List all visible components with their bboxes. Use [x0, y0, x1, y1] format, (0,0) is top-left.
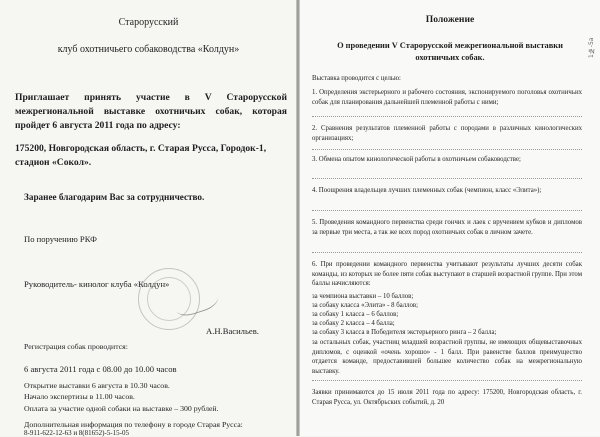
points-item: за чемпиона выставки – 10 баллов;: [312, 293, 414, 300]
contacts-heading: Дополнительная информация по телефону в городе Старая Русса:: [24, 420, 243, 429]
purpose-item-4: 4. Поощрения владельцев лучших племенных собак (чемпион, класс «Элита»);: [312, 187, 542, 194]
separator: [312, 252, 582, 253]
item6-continuation: за остальных собак, участниц младшей возрастной группы, не имеющих общевыставочных дипломов, с оценкой «очень хорошо» - 1 балл. При равенстве баллов преимущество отдается команде, предоставившей большее количество собак на межрегиональную выставку.: [312, 339, 582, 375]
head-label: Руководитель- кинолог клуба «Колдун»: [24, 279, 170, 289]
purpose-item-2: 2. Сравнения результатов племенной работы с породами в различных кинологических организациях;: [312, 125, 582, 142]
event-address: 175200, Новгородская область, г. Старая Русса, Городок-1, стадион «Сокол».: [15, 143, 267, 168]
points-item: за собаку 3 класса в Победителя экстерьерного ринга – 2 балла;: [312, 329, 497, 336]
purpose-item-1: 1. Определения экстерьерного и рабочего состояния, экспонируемого поголовья охотничьих собак для планирования дальнейшей племенной работы с ними;: [312, 89, 582, 106]
separator: [312, 149, 582, 150]
points-item: за собаку 2 класса – 4 балла;: [312, 320, 395, 327]
separator: [312, 178, 582, 179]
points-item: за собаку 1 класса – 6 баллов;: [312, 311, 399, 318]
registration-time: 6 августа 2011 года с 08.00 до 10.00 часов: [24, 364, 177, 374]
thanks-text: Заранее благодарим Вас за сотрудничество.: [24, 192, 205, 202]
regulation-title: Положение: [425, 14, 475, 25]
separator: [312, 210, 582, 211]
contact-phones: 8-911-622-12-63 и 8(81652)-5-15-05: [24, 429, 129, 437]
club-title-line1: Старорусский: [118, 17, 179, 28]
opening-time: Открытие выставки 6 августа в 10.30 часов.: [24, 381, 170, 390]
invitation-text: Приглашает принять участие в V Старорусской межрегиональной выставке охотничьих собак, которая пройдет 6 августа 2011 года по адресу:: [15, 92, 287, 131]
points-item: за собаку класса «Элита» - 8 баллов;: [312, 302, 419, 309]
regulation-subtitle-line1: О проведении V Старорусской межрегиональной выставки: [337, 41, 563, 50]
purpose-item-3: 3. Обмена опытом кинологической работы в охотничьем собаководстве;: [312, 156, 521, 163]
signatory-name: А.Н.Васильев.: [206, 326, 259, 336]
club-title-line2: клуб охотничьего собаководства «Колдун»: [57, 44, 240, 55]
separator: [312, 380, 582, 381]
regulation-subtitle-line2: охотничьих собак.: [415, 53, 485, 62]
participation-fee: Оплата за участие одной собаки на выставке – 300 рублей.: [24, 404, 219, 413]
purpose-item-5: 5. Проведения командного первенства среди гончих и лаек с вручением кубков и дипломов за первые три места, а так же всех пород охотничьих собак в личном зачете.: [312, 219, 582, 236]
margin-handwriting: 1№-5а: [588, 37, 595, 58]
purpose-heading: Выставка проводится с целью:: [312, 75, 401, 82]
rkf-line: По поручению РКФ: [24, 234, 97, 244]
expert-start: Начало экспертизы в 11.00 часов.: [24, 392, 135, 401]
separator: [312, 116, 582, 117]
page-gutter: [296, 0, 300, 436]
purpose-item-6: 6. При проведении командного первенства учитывают результаты лучших десяти собак команды, из которых не более пяти собак выступают в старшей возрастной группе. При этом баллы начисляются:: [312, 261, 582, 288]
applications-deadline: Заявки принимаются до 15 июля 2011 года по адресу: 175200, Новгородская область, г. Старая Русса, ул. Октябрьских событий, д. 20: [312, 389, 582, 406]
registration-heading: Регистрация собак проводится:: [24, 342, 128, 351]
